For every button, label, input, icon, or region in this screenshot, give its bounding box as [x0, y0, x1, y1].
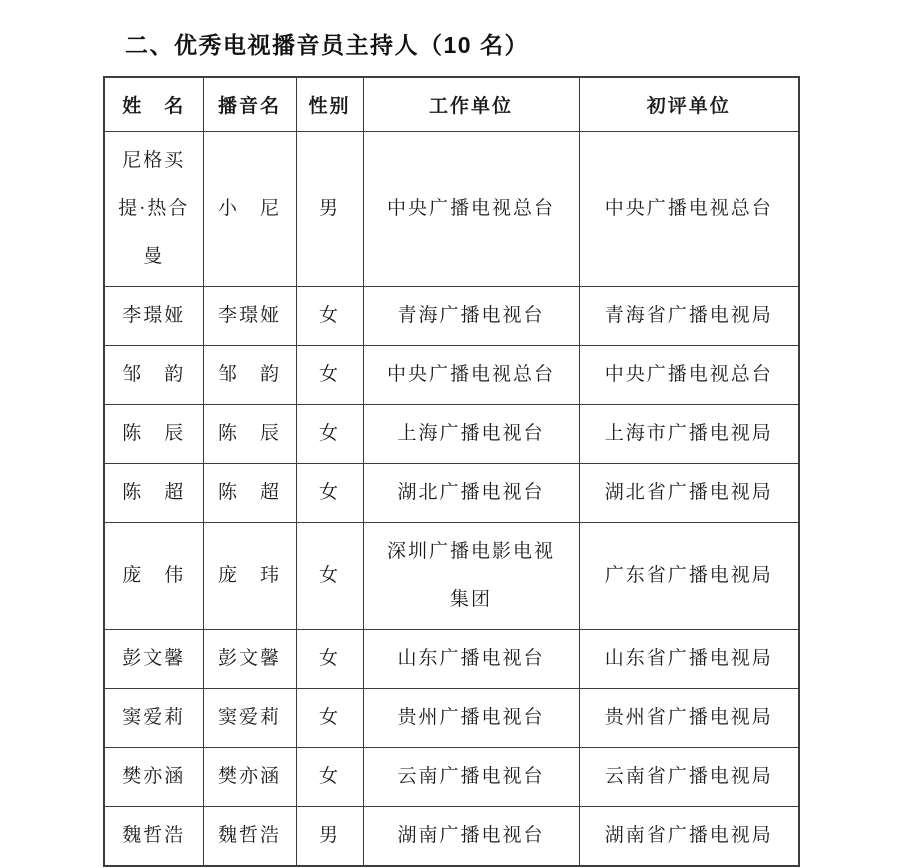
table-row — [104, 405, 799, 464]
table-row — [104, 748, 799, 807]
cell-broadcast_name: 窦爱莉 — [203, 689, 296, 748]
cell-review_unit: 上海市广播电视局 — [579, 405, 799, 464]
cell-work_unit: 贵州广播电视台 — [363, 689, 579, 748]
cell-name: 庞 伟 — [104, 523, 203, 630]
cell-gender: 女 — [296, 464, 363, 523]
column-header-review_unit: 初评单位 — [579, 77, 799, 132]
cell-broadcast_name: 陈 超 — [203, 464, 296, 523]
cell-broadcast_name: 魏哲浩 — [203, 807, 296, 867]
cell-name: 窦爱莉 — [104, 689, 203, 748]
column-header-work_unit: 工作单位 — [363, 77, 579, 132]
cell-review_unit: 中央广播电视总台 — [579, 132, 799, 287]
cell-gender: 女 — [296, 748, 363, 807]
cell-gender: 女 — [296, 523, 363, 630]
cell-broadcast_name: 邹 韵 — [203, 346, 296, 405]
cell-gender: 女 — [296, 287, 363, 346]
cell-work_unit: 中央广播电视总台 — [363, 132, 579, 287]
cell-work_unit: 湖南广播电视台 — [363, 807, 579, 867]
cell-name: 魏哲浩 — [104, 807, 203, 867]
cell-name: 彭文馨 — [104, 630, 203, 689]
cell-name: 尼格买提·热合曼 — [104, 132, 203, 287]
cell-name: 陈 超 — [104, 464, 203, 523]
cell-review_unit: 湖南省广播电视局 — [579, 807, 799, 867]
cell-review_unit: 山东省广播电视局 — [579, 630, 799, 689]
cell-review_unit: 中央广播电视总台 — [579, 346, 799, 405]
cell-gender: 女 — [296, 630, 363, 689]
cell-gender: 男 — [296, 807, 363, 867]
cell-broadcast_name: 小 尼 — [203, 132, 296, 287]
cell-broadcast_name: 李璟娅 — [203, 287, 296, 346]
table-body — [104, 132, 799, 867]
table-header — [104, 77, 799, 132]
cell-gender: 女 — [296, 405, 363, 464]
cell-name: 樊亦涵 — [104, 748, 203, 807]
cell-name: 邹 韵 — [104, 346, 203, 405]
cell-name: 李璟娅 — [104, 287, 203, 346]
table-row — [104, 132, 799, 287]
cell-gender: 男 — [296, 132, 363, 287]
cell-work_unit: 青海广播电视台 — [363, 287, 579, 346]
section-title: 二、优秀电视播音员主持人（10 名） — [125, 32, 529, 58]
table-row — [104, 689, 799, 748]
cell-work_unit: 深圳广播电影电视集团 — [363, 523, 579, 630]
awardees-table — [103, 76, 800, 867]
cell-work_unit: 山东广播电视台 — [363, 630, 579, 689]
cell-work_unit: 上海广播电视台 — [363, 405, 579, 464]
table-row — [104, 346, 799, 405]
cell-broadcast_name: 庞 玮 — [203, 523, 296, 630]
cell-gender: 女 — [296, 689, 363, 748]
cell-broadcast_name: 陈 辰 — [203, 405, 296, 464]
cell-gender: 女 — [296, 346, 363, 405]
column-header-broadcast_name: 播音名 — [203, 77, 296, 132]
cell-broadcast_name: 彭文馨 — [203, 630, 296, 689]
cell-review_unit: 湖北省广播电视局 — [579, 464, 799, 523]
cell-review_unit: 云南省广播电视局 — [579, 748, 799, 807]
cell-review_unit: 贵州省广播电视局 — [579, 689, 799, 748]
cell-review_unit: 广东省广播电视局 — [579, 523, 799, 630]
cell-review_unit: 青海省广播电视局 — [579, 287, 799, 346]
cell-work_unit: 云南广播电视台 — [363, 748, 579, 807]
cell-name: 陈 辰 — [104, 405, 203, 464]
cell-work_unit: 中央广播电视总台 — [363, 346, 579, 405]
cell-work_unit: 湖北广播电视台 — [363, 464, 579, 523]
cell-broadcast_name: 樊亦涵 — [203, 748, 296, 807]
table-row — [104, 807, 799, 867]
table-row — [104, 287, 799, 346]
header-row — [104, 77, 799, 132]
table-row — [104, 464, 799, 523]
table-row — [104, 523, 799, 630]
table-row — [104, 630, 799, 689]
column-header-name: 姓 名 — [104, 77, 203, 132]
column-header-gender: 性别 — [296, 77, 363, 132]
